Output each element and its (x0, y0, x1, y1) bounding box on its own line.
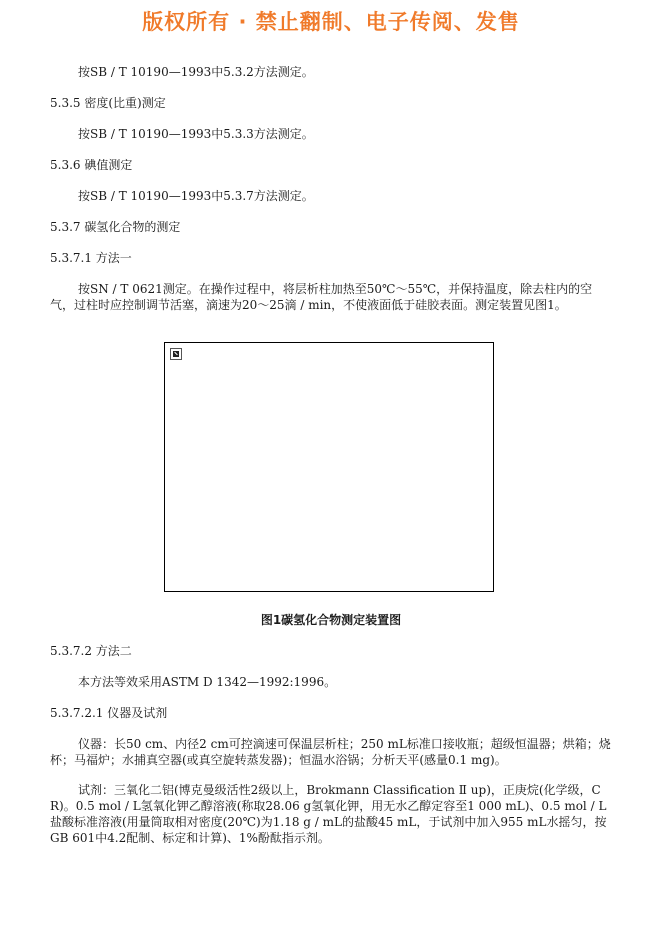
copyright-banner: 版权所有 · 禁止翻制、电子传阅、发售 (142, 10, 520, 34)
method-line-5-3-5: 按SB / T 10190—1993中5.3.3方法测定。 (78, 127, 314, 141)
paragraph-instruments: 仪器：长50 cm、内径2 cm可控滴速可保温层析柱；250 mL标准口接收瓶；超级恒温器；烘箱；烧杯；马福炉；水捕真空器(或真空旋转蒸发器)；恒温水浴锅；分析天平(感量0.1 mg)。 (50, 737, 611, 767)
paragraph-method-one: 按SN / T 0621测定。在操作过程中，将层析柱加热至50℃～55℃，并保持温度，除去柱内的空气，过柱时应控制调节活塞，滴速为20～25滴 / min，不使液面低于硅胶表面。测定装置见图1。 (50, 282, 593, 312)
figure-caption: 图1碳氢化合物测定装置图 (260, 613, 402, 627)
paragraph-reagents: 试剂：三氧化二铝(博克曼级活性2级以上，Brokmann Classification Ⅱ up)，正庚烷(化学级，CR)。0.5 mol / L氢氧化钾乙醇溶液(称取28.06 g氢氧化钾，用无水乙醇定容至1 000 mL)、0.5 mol / L盐酸标准溶液(用量筒取相对密度(20℃)为1.18 g / mL的盐酸45 mL，于试剂中加入955 mL水摇匀，按GB 601中4.2配制、标定和计算)、1%酚酞指示剂。 (50, 783, 607, 845)
method-line-5-3-6: 按SB / T 10190—1993中5.3.7方法测定。 (78, 189, 314, 203)
section-heading-5-3-5: 5.3.5 密度(比重)测定 (50, 96, 166, 110)
section-heading-5-3-7: 5.3.7 碳氢化合物的测定 (50, 220, 181, 234)
figure-1-frame (164, 342, 494, 592)
method-line-5-3-4: 按SB / T 10190—1993中5.3.2方法测定。 (78, 65, 314, 79)
section-heading-5-3-7-1: 5.3.7.1 方法一 (50, 251, 132, 265)
method-two-statement: 本方法等效采用ASTM D 1342—1992:1996。 (78, 675, 337, 689)
section-heading-5-3-7-2: 5.3.7.2 方法二 (50, 644, 132, 658)
section-heading-5-3-6: 5.3.6 碘值测定 (50, 158, 133, 172)
section-heading-5-3-7-2-1: 5.3.7.2.1 仪器及试剂 (50, 706, 168, 720)
broken-image-icon (170, 348, 182, 360)
